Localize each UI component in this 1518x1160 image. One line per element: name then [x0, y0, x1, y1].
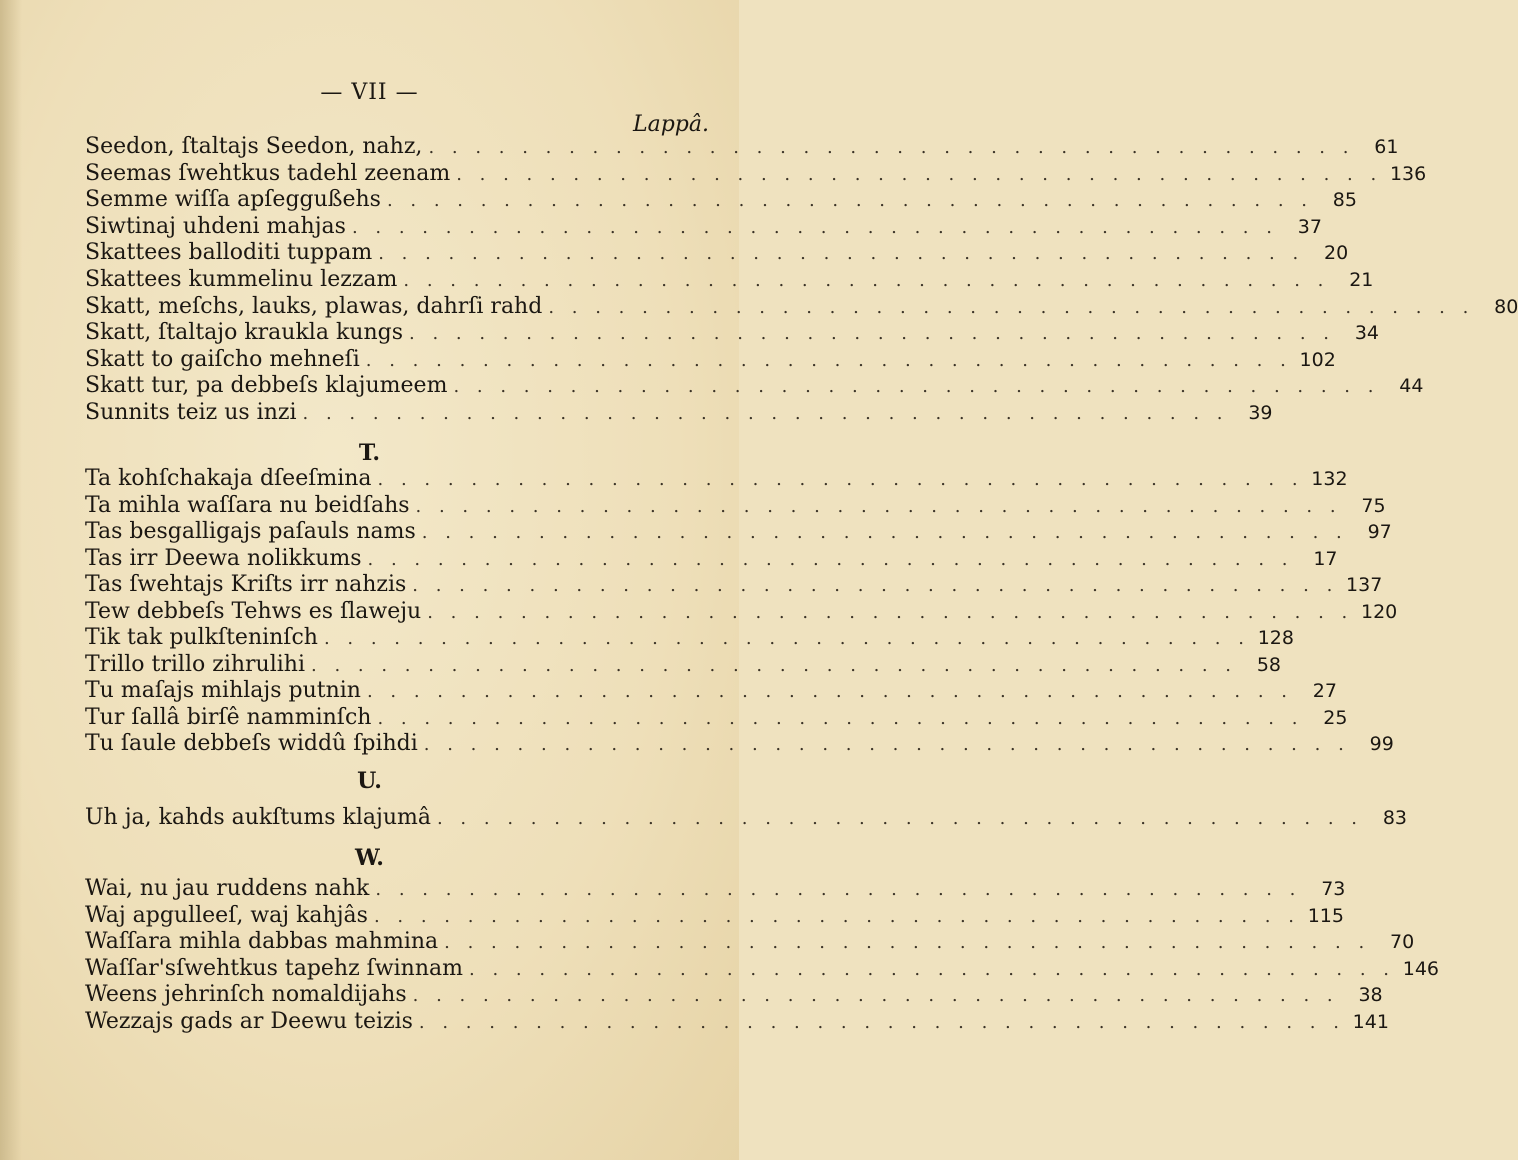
- entry-title: Tik tak pulkſteninſch: [85, 625, 318, 650]
- entry-page: 73: [1321, 878, 1346, 900]
- index-entry: [85, 134, 1399, 160]
- leader-dots: [297, 401, 1229, 427]
- entry-title: Skatt tur, pa debbeſs klajumeem: [85, 373, 448, 398]
- entry-page: 141: [1352, 1011, 1389, 1033]
- index-entry: [85, 805, 1407, 831]
- entry-page: 146: [1402, 958, 1440, 980]
- leader-dots: [438, 930, 1370, 956]
- index-entry: [85, 546, 1338, 572]
- index-entry: [85, 519, 1392, 545]
- leader-dots: [542, 295, 1474, 321]
- leader-dots: [463, 957, 1395, 983]
- entry-title: Waſſara mihla dabbas mahmina: [85, 929, 439, 954]
- entry-page: 97: [1367, 521, 1392, 543]
- entry-title: Skatt, meſchs, lauks, plawas, dahrſi rahd: [85, 294, 543, 319]
- entry-page: 85: [1332, 189, 1357, 211]
- leader-dots: [346, 215, 1278, 241]
- entry-page: 17: [1313, 548, 1338, 570]
- leader-dots: [450, 162, 1382, 188]
- entry-title: Tas irr Deewa nolikkums: [85, 546, 362, 571]
- entry-page: 38: [1358, 984, 1383, 1006]
- entry-title: Tu ſaule debbeſs widdû ſpihdi: [85, 731, 418, 756]
- leader-dots: [362, 547, 1294, 573]
- entry-page: 34: [1354, 322, 1380, 344]
- index-entry: [85, 267, 1374, 293]
- index-entry: [85, 572, 1383, 598]
- entry-page: 21: [1349, 269, 1374, 291]
- entry-title: Seedon, ſtaltajs Seedon, nahz,: [85, 134, 423, 159]
- leader-dots: [418, 732, 1350, 758]
- leader-dots: [403, 321, 1335, 347]
- leader-dots: [372, 241, 1304, 267]
- entry-page: 39: [1248, 402, 1273, 424]
- leader-dots: [368, 904, 1300, 930]
- entry-page: 137: [1346, 574, 1383, 596]
- entry-title: Skattees kummelinu lezzam: [85, 267, 398, 292]
- index-entry: [85, 493, 1386, 519]
- page-gutter-shadow: [0, 0, 22, 1160]
- entry-title: Siwtinaj uhdeni mahjas: [85, 214, 346, 239]
- entry-title: Semme wiſſa apſeggußehs: [85, 187, 381, 212]
- entry-page: 25: [1323, 707, 1348, 729]
- entry-title: Seemas ſwehtkus tadehl zeenam: [85, 161, 451, 186]
- index-entry: [85, 876, 1346, 902]
- entry-page: 120: [1360, 601, 1398, 623]
- entry-page: 83: [1382, 807, 1407, 829]
- leader-dots: [431, 806, 1363, 832]
- entry-page: 70: [1389, 931, 1415, 953]
- entry-title: Ta mihla waſſara nu beidſahs: [85, 493, 410, 518]
- leader-dots: [318, 626, 1250, 652]
- index-entry: [85, 731, 1394, 757]
- index-entry: [85, 929, 1415, 955]
- leader-dots: [305, 653, 1237, 679]
- entry-page: 27: [1312, 680, 1337, 702]
- section-letter-t: T.: [358, 440, 381, 466]
- entry-page: 102: [1299, 349, 1336, 371]
- entry-page: 80: [1494, 296, 1518, 318]
- entry-title: Trillo trillo zihrulihi: [85, 652, 305, 677]
- entry-page: 20: [1324, 242, 1349, 264]
- entry-page: 58: [1256, 654, 1282, 676]
- entry-title: Tew debbeſs Tehws es ſlaweju: [85, 599, 422, 624]
- index-entry: [85, 678, 1337, 704]
- index-entry: [85, 373, 1424, 399]
- entry-page: 75: [1361, 495, 1386, 517]
- index-entry: [85, 705, 1348, 731]
- entry-title: Tas besgalligajs paſauls nams: [85, 519, 416, 544]
- index-entry: [85, 240, 1349, 266]
- section-letter-u: U.: [357, 768, 382, 794]
- index-entry: [85, 903, 1344, 929]
- leader-dots: [422, 135, 1354, 161]
- index-entry: [85, 625, 1294, 651]
- entry-page: 99: [1369, 733, 1394, 755]
- index-entry: [85, 214, 1322, 240]
- leader-dots: [407, 983, 1339, 1009]
- index-entry: [85, 1009, 1389, 1035]
- index-entry: [85, 652, 1282, 678]
- index-entry: [85, 161, 1427, 187]
- entry-title: Skatt, ſtaltajo kraukla kungs: [85, 320, 403, 345]
- entry-title: Wai, nu jau ruddens nahk: [85, 876, 370, 901]
- entry-page: 44: [1399, 375, 1424, 397]
- entry-title: Skattees balloditi tuppam: [85, 240, 373, 265]
- entry-page: 37: [1297, 216, 1322, 238]
- index-entry: [85, 294, 1518, 320]
- leader-dots: [381, 188, 1313, 214]
- leader-dots: [360, 348, 1292, 374]
- leader-dots: [406, 573, 1338, 599]
- entry-title: Waj apgulleeſ, waj kahjâs: [85, 903, 368, 928]
- index-entry: [85, 320, 1380, 346]
- index-entry: [85, 187, 1357, 213]
- page-column-label: Lappâ.: [632, 112, 709, 137]
- entry-page: 132: [1311, 468, 1348, 490]
- leader-dots: [397, 268, 1329, 294]
- entry-page: 115: [1307, 905, 1344, 927]
- entry-title: Skatt to gaiſcho mehneſi: [85, 347, 360, 372]
- leader-dots: [372, 467, 1304, 493]
- entry-page: 136: [1389, 163, 1427, 185]
- leader-dots: [361, 679, 1293, 705]
- entry-title: Tur ſallâ birſê namminſch: [85, 705, 372, 730]
- entry-page: 61: [1374, 136, 1399, 158]
- index-entry: [85, 400, 1273, 426]
- entry-title: Waſſar'sſwehtkus tapehz ſwinnam: [85, 956, 463, 981]
- entry-page: 128: [1257, 627, 1294, 649]
- entry-title: Ta kohſchakaja dſeeſmina: [85, 466, 372, 491]
- entry-title: Tu maſajs mihlajs putnin: [85, 678, 361, 703]
- leader-dots: [416, 520, 1348, 546]
- leader-dots: [410, 494, 1342, 520]
- entry-title: Wezzajs gads ar Deewu teizis: [85, 1009, 413, 1034]
- index-entry: [85, 982, 1383, 1008]
- entry-title: Weens jehrinſch nomaldijahs: [85, 982, 407, 1007]
- leader-dots: [371, 706, 1303, 732]
- index-entry: [85, 466, 1348, 492]
- page-number-header: — VII —: [320, 80, 419, 105]
- index-entry: [85, 956, 1440, 982]
- index-entry: [85, 599, 1398, 625]
- leader-dots: [447, 374, 1379, 400]
- entry-title: Tas ſwehtajs Kriſts irr nahzis: [85, 572, 407, 597]
- leader-dots: [413, 1010, 1345, 1036]
- entry-title: Sunnits teiz us inzi: [85, 400, 297, 425]
- leader-dots: [421, 600, 1353, 626]
- section-letter-w: W.: [355, 845, 384, 871]
- leader-dots: [369, 877, 1301, 903]
- index-entry: [85, 347, 1336, 373]
- entry-title: Uh ja, kahds aukſtums klajumâ: [85, 805, 431, 830]
